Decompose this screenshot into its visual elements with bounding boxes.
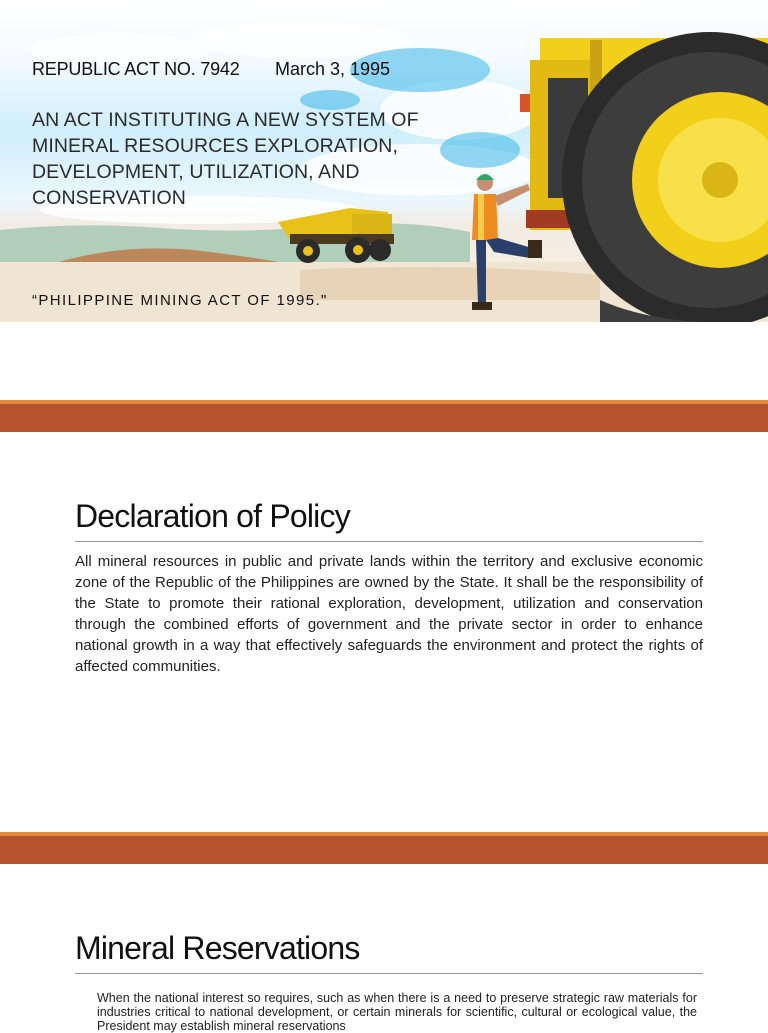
reservations-heading: Mineral Reservations — [75, 930, 703, 974]
reservations-body: When the national interest so requires, such as when there is a need to preserve strategic raw materials for industries critical to national development, or certain minerals for scientific, cultural or ecological value, the President may establish mineral reservations — [97, 991, 697, 1033]
short-title: “PHILIPPINE MINING ACT OF 1995." — [32, 292, 328, 309]
act-title: AN ACT INSTITUTING A NEW SYSTEM OF MINERAL RESOURCES EXPLORATION, DEVELOPMENT, UTILIZATION, AND CONSERVATION — [32, 109, 419, 209]
slide-separator — [0, 400, 768, 432]
policy-body: All mineral resources in public and private lands within the territory and exclusive economic zone of the Republic of the Philippines are owned by the State. It shall be the responsibility of the State to promote their rational exploration, development, utilization and conservation through the combined efforts of government and the private sector in order to enhance national growth in a way that effectively safeguards the environment and protect the rights of affected communities. — [75, 553, 703, 675]
policy-heading: Declaration of Policy — [75, 498, 703, 542]
act-date: March 3, 1995 — [275, 59, 391, 79]
slide-separator — [0, 832, 768, 864]
title-slide — [0, 0, 768, 322]
act-number: REPUBLIC ACT NO. 7942 — [32, 59, 240, 79]
